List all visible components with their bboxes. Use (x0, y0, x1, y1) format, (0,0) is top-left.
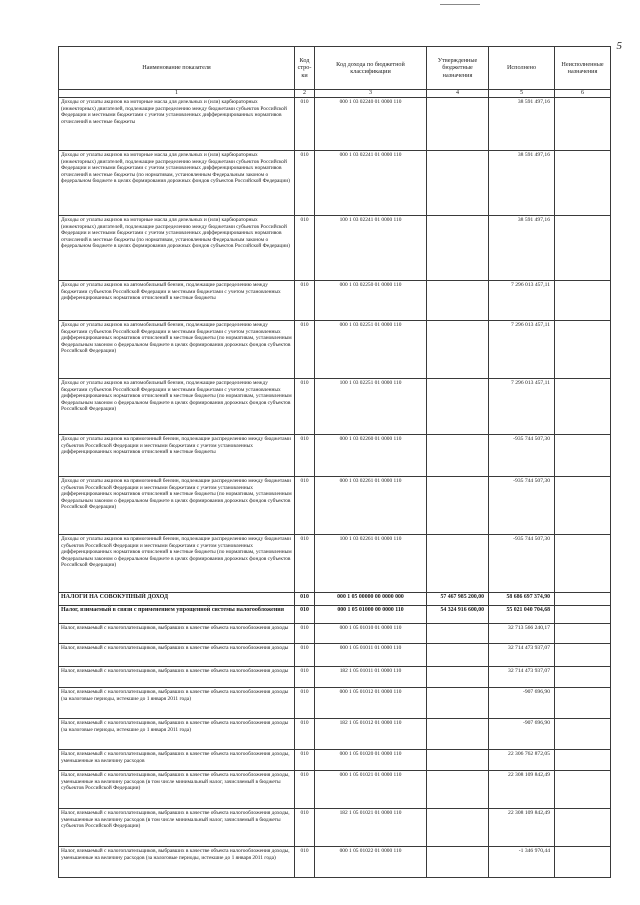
table-row (59, 151, 611, 216)
row-approved (427, 477, 489, 535)
row-approved: 57 467 985 200,00 (427, 593, 489, 606)
row-executed: 22 308 109 842,49 (489, 809, 555, 847)
table-row (59, 477, 611, 535)
table-row (59, 624, 611, 644)
row-line-code: 010 (295, 379, 315, 435)
row-line-code: 010 (295, 750, 315, 771)
row-income-code: 100 1 03 02251 01 0000 110 (315, 379, 427, 435)
row-approved: 54 324 916 600,00 (427, 606, 489, 624)
header-income-code: Код дохода по бюджетной классификации (315, 47, 427, 90)
table-row (59, 379, 611, 435)
row-income-code: 000 1 05 01010 01 0000 110 (315, 624, 427, 644)
row-income-code: 000 1 05 01021 01 0000 110 (315, 771, 427, 809)
row-line-code: 010 (295, 719, 315, 750)
table-row (59, 688, 611, 719)
row-income-code: 100 1 03 02261 01 0000 110 (315, 535, 427, 593)
row-name: Налог, взимаемый с налогоплательщиков, выбравших в качестве объекта налогообложения доходы, уменьшенные на величину расходов (59, 750, 295, 771)
row-name: Доходы от уплаты акцизов на моторные масла для дизельных и (или) карбюраторных (инжекторных) двигателей, подлежащие распределению между бюджетами субъектов Российской Федерации и местными бюджетами с учетом установленных дифференцированных нормативов отчислений в местные бюджеты (59, 98, 295, 151)
row-unexecuted (555, 688, 611, 719)
row-approved (427, 321, 489, 379)
header-line-code: Код стро-ки (295, 47, 315, 90)
row-approved (427, 667, 489, 688)
row-approved (427, 98, 489, 151)
column-number: 1 (59, 90, 295, 98)
row-line-code: 010 (295, 535, 315, 593)
row-line-code: 010 (295, 593, 315, 606)
row-approved (427, 809, 489, 847)
row-line-code: 010 (295, 435, 315, 477)
row-name: Налог, взимаемый с налогоплательщиков, выбравших в качестве объекта налогообложения доходы, уменьшенные на величину расходов (в том числе минимальный налог, зачисляемый в бюджеты субъектов Российской Федерации) (59, 771, 295, 809)
row-executed: 32 714 473 937,07 (489, 644, 555, 667)
row-executed: 7 296 013 457,11 (489, 281, 555, 321)
row-income-code: 000 1 05 01011 01 0000 110 (315, 644, 427, 667)
row-line-code: 010 (295, 771, 315, 809)
row-unexecuted (555, 606, 611, 624)
row-executed: 32 713 566 240,17 (489, 624, 555, 644)
row-income-code: 000 1 03 02250 01 0000 110 (315, 281, 427, 321)
row-name: Налог, взимаемый с налогоплательщиков, выбравших в качестве объекта налогообложения доходы (59, 667, 295, 688)
row-name: НАЛОГИ НА СОВОКУПНЫЙ ДОХОД (59, 593, 295, 606)
table-row (59, 535, 611, 593)
row-income-code: 182 1 05 01011 01 0000 110 (315, 667, 427, 688)
header-name: Наименование показателя (59, 47, 295, 90)
table-row (59, 771, 611, 809)
row-name: Налог, взимаемый с налогоплательщиков, выбравших в качестве объекта налогообложения доходы (59, 624, 295, 644)
column-number-row (59, 90, 611, 98)
row-line-code: 010 (295, 477, 315, 535)
row-name: Доходы от уплаты акцизов на моторные масла для дизельных и (или) карбюраторных (инжекторных) двигателей, подлежащие распределению между бюджетами субъектов Российской Федерации и местными бюджетами с учетом установленных дифференцированных нормативов отчислений в местные бюджеты (по нормативам, установленным Федеральным законом о федеральном бюджете в целях формирования дорожных фондов субъектов Российской Федерации) (59, 151, 295, 216)
row-line-code: 010 (295, 624, 315, 644)
income-report-table (58, 46, 611, 878)
row-executed: 7 296 013 457,11 (489, 321, 555, 379)
row-executed: -935 744 507,30 (489, 535, 555, 593)
row-executed: -907 696,90 (489, 719, 555, 750)
row-line-code: 010 (295, 847, 315, 878)
row-income-code: 182 1 05 01021 01 0000 110 (315, 809, 427, 847)
row-name: Налог, взимаемый с налогоплательщиков, выбравших в качестве объекта налогообложения доходы (за налоговые периоды, истекшие до 1 января 2011 года) (59, 688, 295, 719)
row-name: Налог, взимаемый с налогоплательщиков, выбравших в качестве объекта налогообложения доходы, уменьшенные на величину расходов (в том числе минимальный налог, зачисляемый в бюджеты субъектов Российской Федерации) (59, 809, 295, 847)
column-number: 4 (427, 90, 489, 98)
row-name: Доходы от уплаты акцизов на прямогонный бензин, подлежащие распределению между бюджетами субъектов Российской Федерации и местными бюджетами с учетом установленных дифференцированных нормативов отчислений в местные бюджеты (по нормативам, установленным Федеральным законом о федеральном бюджете в целях формирования дорожных фондов субъектов Российской Федерации) (59, 477, 295, 535)
table-row (59, 750, 611, 771)
row-approved (427, 847, 489, 878)
row-executed: 22 308 109 842,49 (489, 771, 555, 809)
row-approved (427, 719, 489, 750)
table-row (59, 98, 611, 151)
row-line-code: 010 (295, 281, 315, 321)
row-income-code: 000 1 03 02260 01 0000 110 (315, 435, 427, 477)
row-unexecuted (555, 771, 611, 809)
row-unexecuted (555, 281, 611, 321)
row-income-code: 100 1 03 02241 01 0000 110 (315, 216, 427, 281)
row-executed: -935 744 507,30 (489, 435, 555, 477)
table-row (59, 809, 611, 847)
table-row (59, 847, 611, 878)
row-executed: 7 296 013 457,11 (489, 379, 555, 435)
row-approved (427, 750, 489, 771)
row-line-code: 010 (295, 809, 315, 847)
row-line-code: 010 (295, 644, 315, 667)
row-income-code: 000 1 05 01000 00 0000 110 (315, 606, 427, 624)
row-income-code: 000 1 03 02261 01 0000 110 (315, 477, 427, 535)
header-unexecuted: Неисполненные назначения (555, 47, 611, 90)
row-unexecuted (555, 809, 611, 847)
row-unexecuted (555, 477, 611, 535)
row-line-code: 010 (295, 688, 315, 719)
column-number: 2 (295, 90, 315, 98)
row-income-code: 182 1 05 01012 01 0000 110 (315, 719, 427, 750)
row-unexecuted (555, 535, 611, 593)
header-approved: Утвержденные бюджетные назначения (427, 47, 489, 90)
row-income-code: 000 1 05 01012 01 0000 110 (315, 688, 427, 719)
row-approved (427, 535, 489, 593)
table-row (59, 593, 611, 606)
row-name: Доходы от уплаты акцизов на прямогонный бензин, подлежащие распределению между бюджетами субъектов Российской Федерации и местными бюджетами с учетом установленных дифференцированных нормативов отчислений в местные бюджеты (по нормативам, установленным Федеральным законом о федеральном бюджете в целях формирования дорожных фондов субъектов Российской Федерации) (59, 535, 295, 593)
row-name: Доходы от уплаты акцизов на автомобильный бензин, подлежащие распределению между бюджетами субъектов Российской Федерации и местными бюджетами с учетом установленных дифференцированных нормативов отчислений в местные бюджеты (59, 281, 295, 321)
row-unexecuted (555, 216, 611, 281)
row-unexecuted (555, 644, 611, 667)
row-executed: 38 591 497,16 (489, 151, 555, 216)
row-executed: -1 346 970,44 (489, 847, 555, 878)
row-income-code: 000 1 03 02241 01 0000 110 (315, 151, 427, 216)
row-executed: -935 744 507,30 (489, 477, 555, 535)
row-unexecuted (555, 151, 611, 216)
row-income-code: 000 1 05 00000 00 0000 000 (315, 593, 427, 606)
row-name: Налог, взимаемый с налогоплательщиков, выбравших в качестве объекта налогообложения доходы (за налоговые периоды, истекшие до 1 января 2011 года) (59, 719, 295, 750)
row-name: Налог, взимаемый с налогоплательщиков, выбравших в качестве объекта налогообложения доходы, уменьшенные на величину расходов (за налоговые периоды, истекшие до 1 января 2011 года) (59, 847, 295, 878)
row-name: Доходы от уплаты акцизов на автомобильный бензин, подлежащие распределению между бюджетами субъектов Российской Федерации и местными бюджетами с учетом установленных дифференцированных нормативов отчислений в местные бюджеты (по нормативам, установленным Федеральным законом о федеральном бюджете в целях формирования дорожных фондов субъектов Российской Федерации) (59, 379, 295, 435)
row-line-code: 010 (295, 98, 315, 151)
row-unexecuted (555, 719, 611, 750)
row-approved (427, 281, 489, 321)
row-unexecuted (555, 379, 611, 435)
table-header-row (59, 47, 611, 90)
row-executed: 22 306 762 872,05 (489, 750, 555, 771)
row-approved (427, 151, 489, 216)
row-line-code: 010 (295, 321, 315, 379)
row-approved (427, 644, 489, 667)
column-number: 3 (315, 90, 427, 98)
table-row (59, 216, 611, 281)
table-row (59, 606, 611, 624)
table-row (59, 321, 611, 379)
row-name: Доходы от уплаты акцизов на моторные масла для дизельных и (или) карбюраторных (инжекторных) двигателей, подлежащие распределению между бюджетами субъектов Российской Федерации и местными бюджетами с учетом установленных дифференцированных нормативов отчислений в местные бюджеты (по нормативам, установленным Федеральным законом о федеральном бюджете в целях формирования дорожных фондов субъектов Российской Федерации) (59, 216, 295, 281)
row-name: Доходы от уплаты акцизов на автомобильный бензин, подлежащие распределению между бюджетами субъектов Российской Федерации и местными бюджетами с учетом установленных дифференцированных нормативов отчислений в местные бюджеты (по нормативам, установленным Федеральным законом о федеральном бюджете в целях формирования дорожных фондов субъектов Российской Федерации) (59, 321, 295, 379)
row-unexecuted (555, 750, 611, 771)
row-unexecuted (555, 593, 611, 606)
row-income-code: 000 1 05 01020 01 0000 110 (315, 750, 427, 771)
table-row (59, 667, 611, 688)
row-unexecuted (555, 624, 611, 644)
row-executed: -907 696,90 (489, 688, 555, 719)
header-executed: Исполнено (489, 47, 555, 90)
row-line-code: 010 (295, 216, 315, 281)
row-approved (427, 379, 489, 435)
row-line-code: 010 (295, 667, 315, 688)
page-number: 5 (616, 40, 622, 52)
column-number: 6 (555, 90, 611, 98)
row-line-code: 010 (295, 606, 315, 624)
row-income-code: 000 1 03 02240 01 0000 110 (315, 98, 427, 151)
row-unexecuted (555, 435, 611, 477)
row-unexecuted (555, 667, 611, 688)
scan-mark (440, 4, 480, 5)
table-row (59, 435, 611, 477)
table-row (59, 281, 611, 321)
table-body (59, 98, 611, 878)
row-line-code: 010 (295, 151, 315, 216)
row-executed: 32 714 473 937,07 (489, 667, 555, 688)
row-approved (427, 688, 489, 719)
row-unexecuted (555, 847, 611, 878)
row-executed: 38 591 497,16 (489, 98, 555, 151)
row-executed: 55 021 040 704,68 (489, 606, 555, 624)
row-name: Доходы от уплаты акцизов на прямогонный бензин, подлежащие распределению между бюджетами субъектов Российской Федерации и местными бюджетами с учетом установленных дифференцированных нормативов отчислений в местные бюджеты (59, 435, 295, 477)
row-approved (427, 435, 489, 477)
row-unexecuted (555, 98, 611, 151)
row-name: Налог, взимаемый в связи с применением упрощенной системы налогообложения (59, 606, 295, 624)
row-name: Налог, взимаемый с налогоплательщиков, выбравших в качестве объекта налогообложения доходы (59, 644, 295, 667)
row-income-code: 000 1 03 02251 01 0000 110 (315, 321, 427, 379)
row-executed: 58 686 697 374,90 (489, 593, 555, 606)
column-number: 5 (489, 90, 555, 98)
row-approved (427, 624, 489, 644)
table-row (59, 719, 611, 750)
table-row (59, 644, 611, 667)
row-income-code: 000 1 05 01022 01 0000 110 (315, 847, 427, 878)
row-unexecuted (555, 321, 611, 379)
row-executed: 38 591 497,16 (489, 216, 555, 281)
row-approved (427, 216, 489, 281)
row-approved (427, 771, 489, 809)
